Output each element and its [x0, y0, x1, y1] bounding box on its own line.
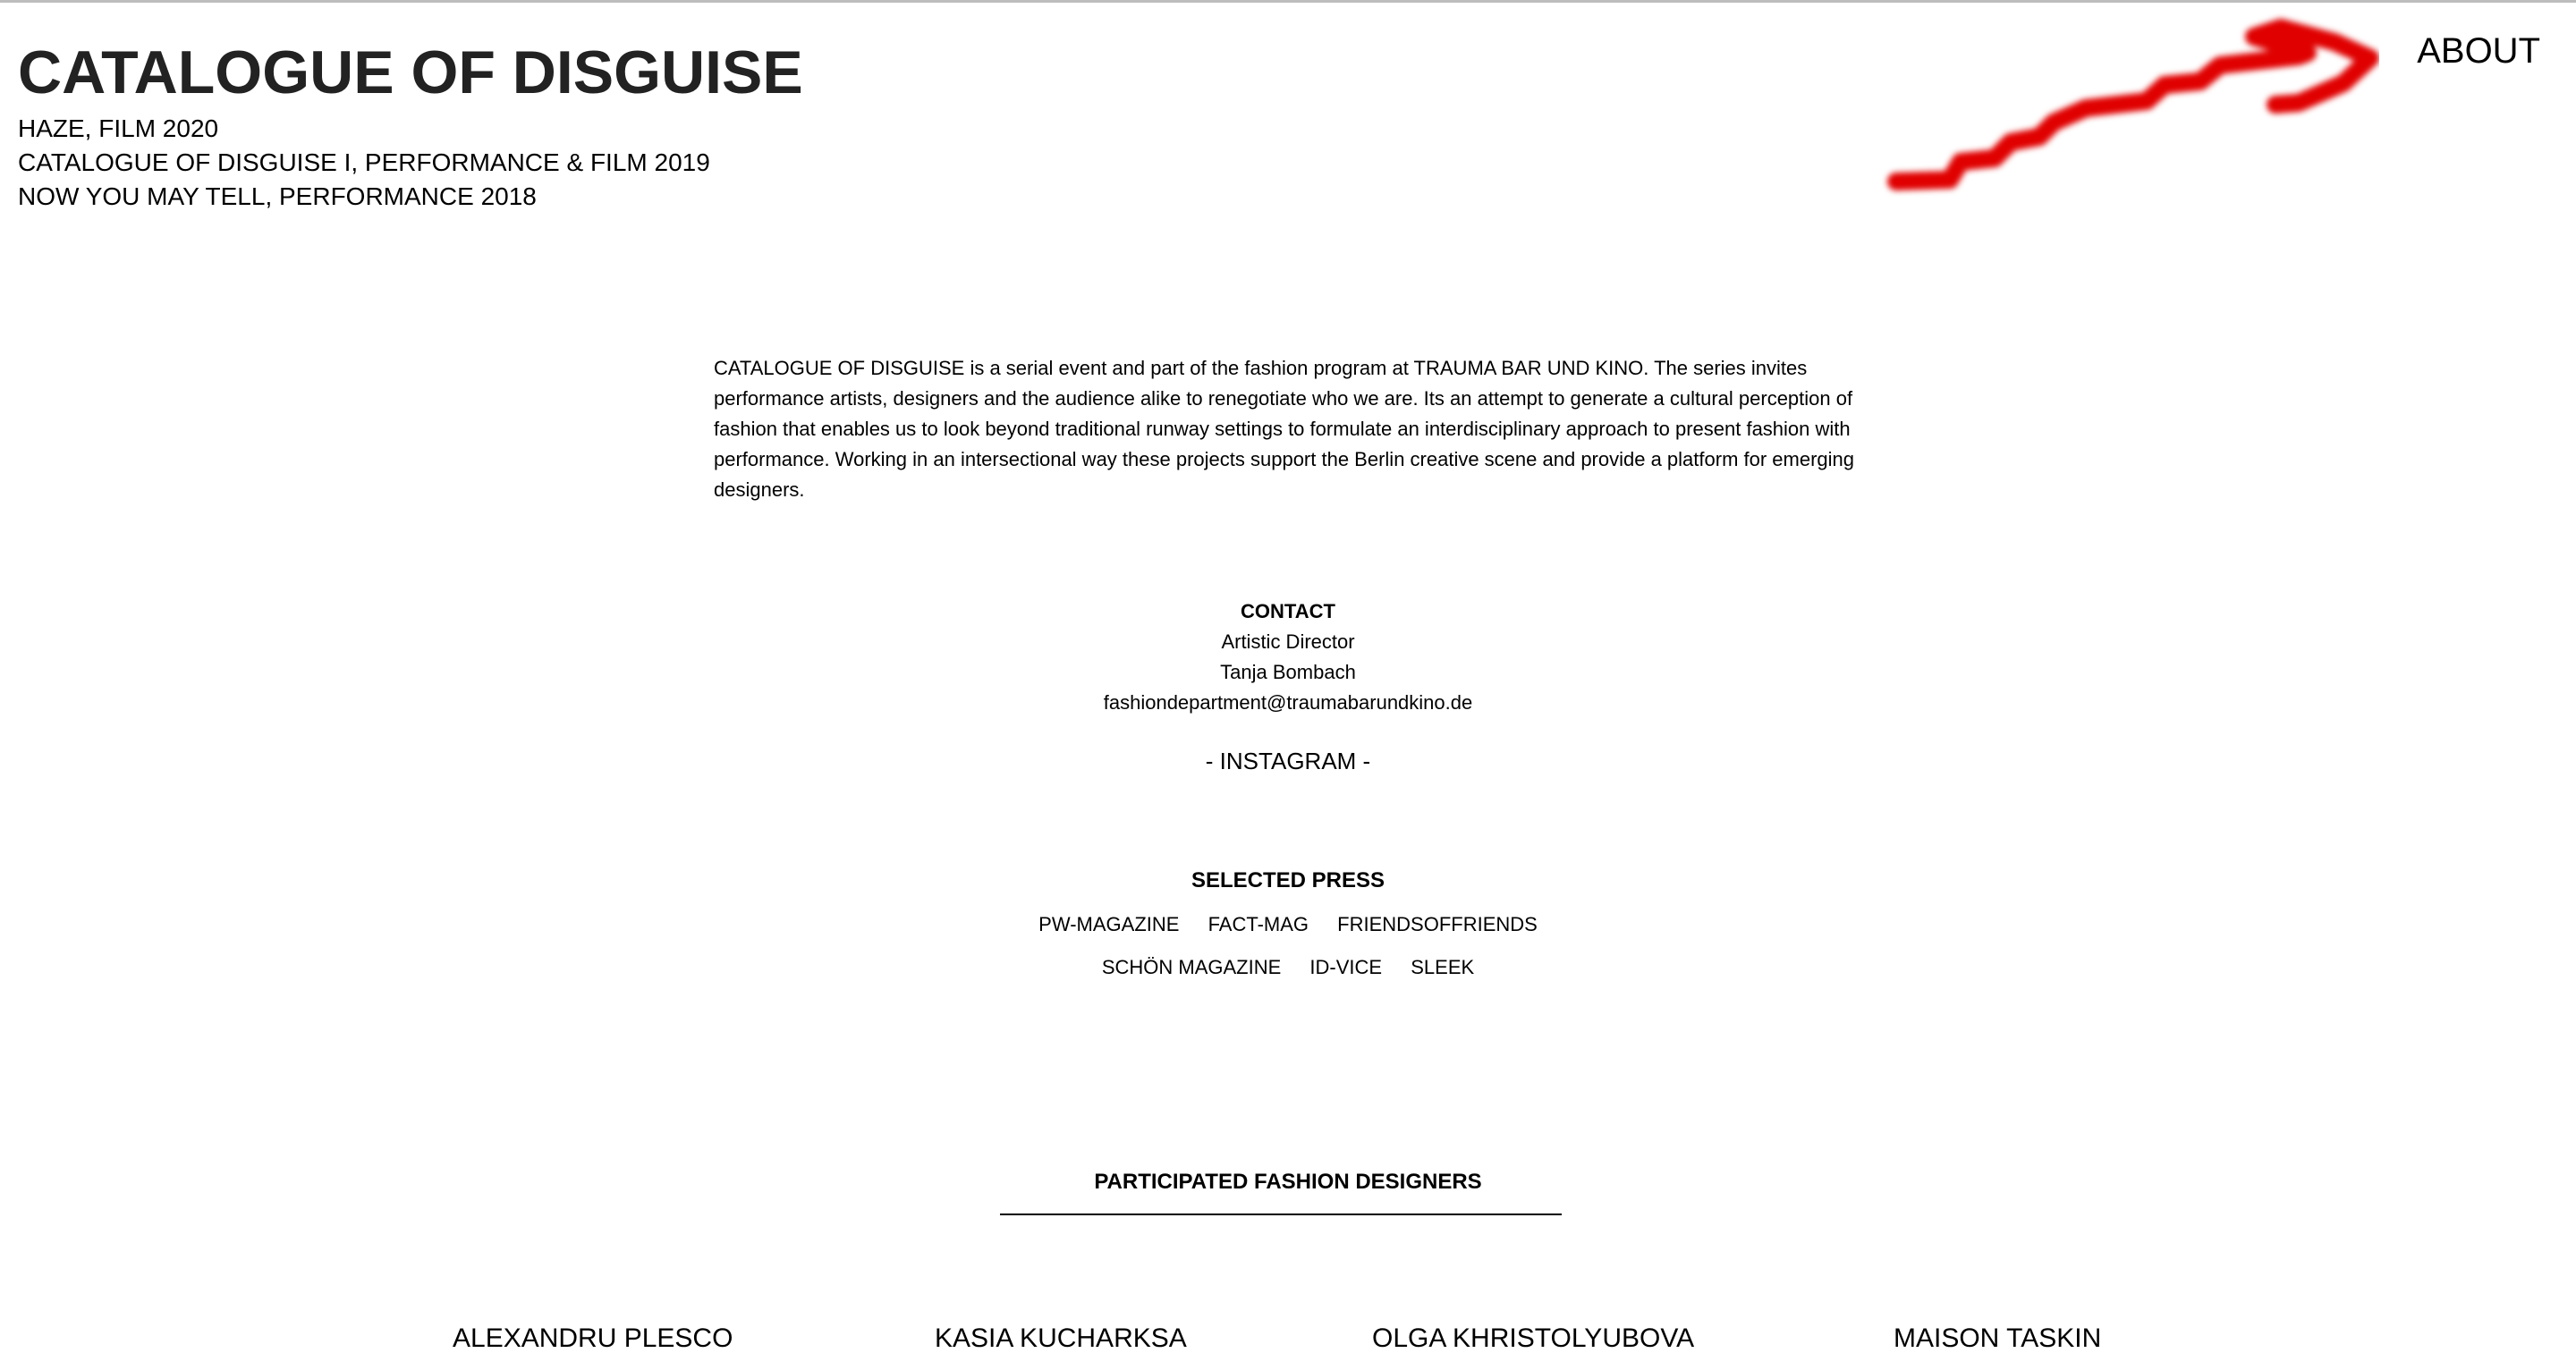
press-link-id-vice[interactable]: ID-VICE	[1309, 956, 1383, 978]
press-link-pw-magazine[interactable]: PW-MAGAZINE	[1038, 913, 1180, 935]
red-arrow-icon	[1878, 12, 2379, 204]
designer-link[interactable]: KASIA KUCHARKSA	[935, 1323, 1187, 1353]
press-link-friendsoffriends[interactable]: FRIENDSOFFRIENDS	[1337, 913, 1538, 935]
press-row	[0, 909, 2576, 940]
project-list	[18, 112, 710, 214]
designers-divider	[1000, 1214, 1562, 1215]
site-title[interactable]: CATALOGUE OF DISGUISE	[18, 38, 803, 106]
press-link-sleek[interactable]: SLEEK	[1411, 956, 1475, 978]
contact-email[interactable]: fashiondepartment@traumabarundkino.de	[1103, 691, 1473, 714]
designers-heading: PARTICIPATED FASHION DESIGNERS	[1094, 1170, 1482, 1194]
press-link-schon-magazine[interactable]: SCHÖN MAGAZINE	[1101, 956, 1282, 978]
instagram-section	[0, 745, 2576, 777]
contact-role: Artistic Director	[1221, 630, 1355, 653]
about-link[interactable]: ABOUT	[2417, 31, 2540, 71]
designer-link[interactable]: MAISON TASKIN	[1894, 1323, 2102, 1353]
intro-paragraph: CATALOGUE OF DISGUISE is a serial event and part of the fashion program at TRAUMA BAR UND KINO. The series invites performance artists, designers and the audience alike to renegotiate who we are. Its an attempt to generate a cultural perception of fashion that enables us to look beyond traditional runway settings to formulate an interdisciplinary approach to present fashion with performance. Working in an intersectional way these projects support the Berlin creative scene and provide a platform for emerging designers.	[714, 357, 1855, 501]
project-link-haze[interactable]: HAZE, FILM 2020	[18, 114, 219, 142]
press-heading: SELECTED PRESS	[1191, 868, 1385, 892]
project-item	[18, 180, 710, 214]
instagram-link[interactable]: - INSTAGRAM -	[1205, 748, 1371, 774]
press-row	[0, 952, 2576, 983]
press-link-fact-mag[interactable]: FACT-MAG	[1208, 913, 1309, 935]
project-item	[18, 112, 710, 146]
designer-link[interactable]: ALEXANDRU PLESCO	[453, 1323, 733, 1353]
contact-name: Tanja Bombach	[1220, 661, 1356, 683]
project-item	[18, 146, 710, 180]
project-link-now-you-may-tell[interactable]: NOW YOU MAY TELL, PERFORMANCE 2018	[18, 182, 537, 210]
contact-heading: CONTACT	[1241, 600, 1335, 622]
contact-section	[0, 596, 2576, 718]
project-link-catalogue-of-disguise-i[interactable]: CATALOGUE OF DISGUISE I, PERFORMANCE & FILM 2019	[18, 148, 710, 176]
designer-link[interactable]: OLGA KHRISTOLYUBOVA	[1372, 1323, 1695, 1353]
